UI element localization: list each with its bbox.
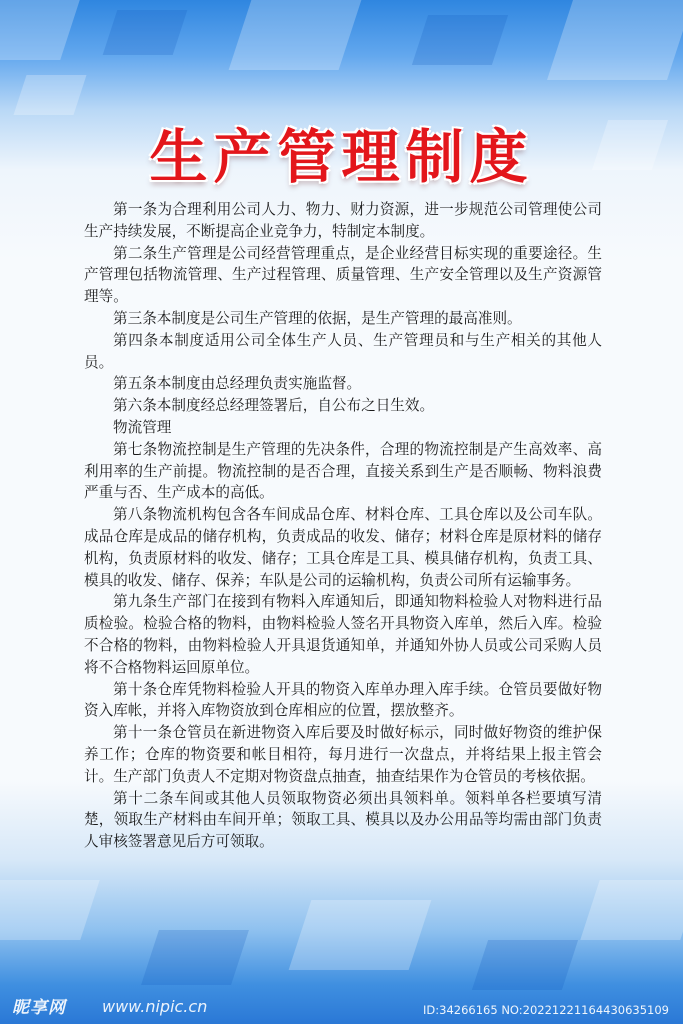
background-facet — [580, 880, 683, 940]
article-9: 第九条生产部门在接到有物料入库通知后，即通知物料检验人对物料进行品质检验。检验合格的物料，由物料检验人签名开具物资入库单，然后入库。检验不合格的物料，由物料检验人开具退货通知单，并通知外协人员或公司采购人员将不合格物料运回原单位。 — [84, 593, 602, 676]
article-5: 第五条本制度由总经理负责实施监督。 — [113, 375, 362, 393]
background-facet — [472, 940, 578, 990]
background-facet — [141, 930, 249, 985]
article-12: 第十二条车间或其他人员领取物资必须出具领料单。领料单各栏要填写清楚，领取生产材料由车间开单；领取工具、模具以及办公用品等均需由部门负责人审核签署意见后方可领取。 — [84, 789, 602, 851]
regulation-text — [84, 199, 602, 853]
article-7: 第七条物流控制是生产管理的先决条件，合理的物流控制是产生高效率、高利用率的生产前提。物流控制的是否合理，直接关系到生产是否顺畅、物料浪费严重与否、生产成本的高低。 — [84, 440, 602, 502]
article-3: 第三条本制度是公司生产管理的依据，是生产管理的最高准则。 — [113, 309, 522, 327]
article-4: 第四条本制度适用公司全体生产人员、生产管理员和与生产相关的其他人员。 — [84, 331, 602, 371]
background-facet — [229, 0, 362, 70]
article-1: 第一条为合理利用公司人力、物力、财力资源，进一步规范公司管理使公司生产持续发展，不断提高企业竞争力，特制定本制度。 — [84, 201, 602, 240]
background-facet — [103, 10, 188, 55]
background-facet — [289, 900, 432, 970]
watermark-bar — [0, 994, 683, 1024]
article-10: 第十条仓库凭物料检验人开具的物资入库单办理入库手续。仓管员要做好物资入库帐，并将入库物资放到仓库相应的位置，摆放整齐。 — [84, 680, 602, 720]
watermark-logo: 昵享网 — [12, 998, 66, 1018]
article-2: 第二条生产管理是公司经营管理重点，是企业经营目标实现的重要途径。生产管理包括物流管理、生产过程管理、质量管理、生产安全管理以及生产资源管理等。 — [84, 244, 602, 306]
background-facet — [0, 0, 80, 60]
background-facet — [412, 15, 508, 65]
background-facet — [0, 880, 100, 940]
page-title: 生产管理制度 — [149, 123, 534, 191]
watermark-url: www.nipic.cn — [102, 997, 208, 1016]
article-6: 第六条本制度经总经理签署后，自公布之日生效。 — [113, 397, 435, 415]
watermark-id: ID:34266165 NO:20221221164430635109 — [423, 1003, 669, 1017]
article-8: 第八条物流机构包含各车间成品仓库、材料仓库、工具仓库以及公司车队。成品仓库是成品的储存机构，负责成品的收发、储存；材料仓库是原材料的储存机构，负责原材料的收发、储存；工具仓库是工具、模具储存机构，负责工具、模具的收发、储存、保养；车队是公司的运输机构，负责公司所有运输事务。 — [84, 506, 602, 589]
article-11: 第十一条仓管员在新进物资入库后要及时做好标示，同时做好物资的维护保养工作；仓库的物资要和帐目相符，每月进行一次盘点，并将结果上报主管会计。生产部门负责人不定期对物资盘点抽查，抽查结果作为仓管员的考核依据。 — [84, 724, 602, 785]
background-facet — [547, 0, 683, 80]
section-heading: 物流管理 — [113, 418, 172, 436]
background-facet — [14, 75, 87, 115]
